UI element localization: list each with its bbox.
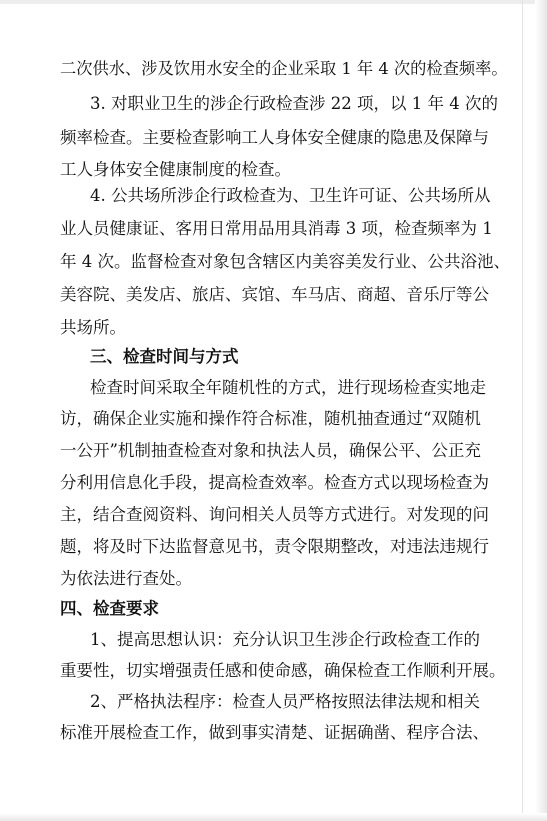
requirement-2-text: 2、严格执法程序：检查人员严格按照法律法规和相关 [90, 692, 480, 711]
body-text-line: 主，结合查阅资料、询问相关人员等方式进行。对发现的问 [60, 505, 489, 524]
body-text-line: 题，将及时下达监督意见书，责令限期整改，对违法违规行 [60, 537, 489, 556]
list-item-4-text: 4. 公共场所涉企行政检查为、卫生许可证、公共场所从 [90, 186, 491, 205]
body-text-line: 二次供水、涉及饮用水安全的企业采取 1 年 4 次的检查频率。 [60, 59, 508, 78]
body-text-line: 标准开展检查工作，做到事实清楚、证据确凿、程序合法、 [60, 723, 489, 742]
body-text-line: 工人身体安全健康制度的检查。 [60, 160, 291, 179]
requirement-1-text: 1、提高思想认识：充分认识卫生涉企行政检查工作的 [90, 630, 480, 649]
section-heading-4: 四、检查要求 [60, 599, 159, 618]
body-text-line: 业人员健康证、客用日常用品用具消毒 3 项，检查频率为 1 [60, 219, 493, 238]
page-top-edge [0, 0, 547, 4]
page-right-shadow [535, 0, 547, 821]
section-heading-3: 三、检查时间与方式 [90, 347, 239, 366]
body-text-line: 一公开”机制抽查检查对象和执法人员，确保公平、公正充 [60, 441, 481, 460]
body-text-line: 美容院、美发店、旅店、宾馆、车马店、商超、音乐厅等公 [60, 285, 489, 304]
paragraph-first-line: 检查时间采取全年随机性的方式，进行现场检查实地走 [90, 378, 486, 397]
body-text-line: 分利用信息化手段，提高检查效率。检查方式以现场检查为 [60, 473, 489, 492]
body-text-line: 访，确保企业实施和操作符合标准，随机抽查通过“双随机 [60, 409, 481, 428]
body-text-line: 频率检查。主要检查影响工人身体安全健康的隐患及保障与 [60, 128, 489, 147]
body-text-line: 为依法进行查处。 [60, 569, 192, 588]
body-text-line: 重要性，切实增强责任感和使命感，确保检查工作顺利开展。 [60, 661, 506, 680]
list-item-3-text: 3. 对职业卫生的涉企行政检查涉 22 项，以 1 年 4 次的 [90, 94, 498, 113]
page-right-border [522, 0, 523, 821]
body-text-line: 共场所。 [60, 318, 126, 337]
page-bottom-shadow [0, 813, 547, 821]
body-text-line: 年 4 次。监督检查对象包含辖区内美容美发行业、公共浴池、 [60, 252, 510, 271]
